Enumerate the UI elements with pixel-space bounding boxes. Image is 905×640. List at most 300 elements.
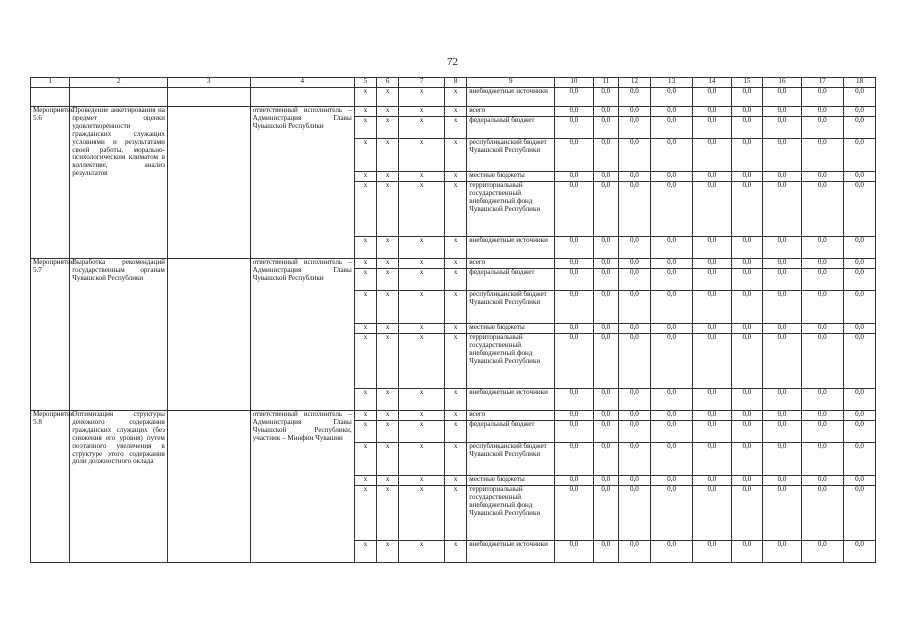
value-cell: 0,0	[844, 172, 876, 182]
value-cell: 0,0	[693, 172, 731, 182]
x-marker: x	[444, 88, 466, 107]
value-cell: 0,0	[731, 291, 763, 324]
value-cell: 0,0	[731, 139, 763, 172]
value-cell: 0,0	[801, 421, 843, 443]
value-cell: 0,0	[555, 139, 593, 172]
x-marker: x	[399, 291, 445, 324]
value-cell: 0,0	[801, 107, 843, 117]
value-cell: 0,0	[844, 88, 876, 107]
value-cell: 0,0	[555, 541, 593, 563]
x-marker: x	[377, 237, 399, 259]
x-marker: x	[444, 443, 466, 476]
column-number-17: 17	[801, 78, 843, 88]
funding-source: всего	[467, 259, 555, 269]
x-marker: x	[399, 107, 445, 117]
empty-cell	[31, 88, 70, 107]
x-marker: x	[377, 107, 399, 117]
value-cell: 0,0	[763, 117, 801, 139]
x-marker: x	[354, 117, 376, 139]
value-cell: 0,0	[801, 486, 843, 541]
x-marker: x	[399, 476, 445, 486]
value-cell: 0,0	[763, 411, 801, 421]
value-cell: 0,0	[555, 421, 593, 443]
value-cell: 0,0	[555, 182, 593, 237]
x-marker: x	[444, 486, 466, 541]
funding-source: федеральный бюджет	[467, 117, 555, 139]
x-marker: x	[377, 486, 399, 541]
value-cell: 0,0	[619, 476, 651, 486]
value-cell: 0,0	[593, 237, 618, 259]
measure-executor: ответственный исполнитель – Администрация Главы Чувашской Республики, участник – Минфин Чувашии	[250, 411, 354, 563]
x-marker: x	[377, 541, 399, 563]
x-marker: x	[354, 476, 376, 486]
x-marker: x	[399, 88, 445, 107]
funding-source: республиканский бюджет Чувашской Республики	[467, 443, 555, 476]
table-row	[31, 88, 876, 107]
value-cell: 0,0	[844, 291, 876, 324]
value-cell: 0,0	[763, 139, 801, 172]
value-cell: 0,0	[593, 117, 618, 139]
value-cell: 0,0	[555, 269, 593, 291]
value-cell: 0,0	[555, 291, 593, 324]
x-marker: x	[444, 259, 466, 269]
value-cell: 0,0	[693, 88, 731, 107]
value-cell: 0,0	[619, 269, 651, 291]
funding-source: внебюджетные источники	[467, 389, 555, 411]
value-cell: 0,0	[763, 334, 801, 389]
value-cell: 0,0	[693, 237, 731, 259]
value-cell: 0,0	[555, 107, 593, 117]
x-marker: x	[354, 291, 376, 324]
value-cell: 0,0	[555, 476, 593, 486]
x-marker: x	[377, 269, 399, 291]
value-cell: 0,0	[763, 389, 801, 411]
value-cell: 0,0	[650, 182, 692, 237]
x-marker: x	[377, 172, 399, 182]
x-marker: x	[354, 182, 376, 237]
x-marker: x	[399, 139, 445, 172]
value-cell: 0,0	[731, 324, 763, 334]
x-marker: x	[399, 259, 445, 269]
column-number-11: 11	[593, 78, 618, 88]
column-number-2: 2	[70, 78, 168, 88]
column-number-7: 7	[399, 78, 445, 88]
value-cell: 0,0	[731, 389, 763, 411]
value-cell: 0,0	[731, 237, 763, 259]
value-cell: 0,0	[593, 139, 618, 172]
value-cell: 0,0	[693, 476, 731, 486]
value-cell: 0,0	[619, 107, 651, 117]
value-cell: 0,0	[619, 334, 651, 389]
value-cell: 0,0	[731, 541, 763, 563]
value-cell: 0,0	[731, 411, 763, 421]
x-marker: x	[377, 88, 399, 107]
value-cell: 0,0	[650, 117, 692, 139]
value-cell: 0,0	[650, 291, 692, 324]
value-cell: 0,0	[731, 259, 763, 269]
value-cell: 0,0	[844, 107, 876, 117]
value-cell: 0,0	[619, 541, 651, 563]
value-cell: 0,0	[555, 324, 593, 334]
funding-source: всего	[467, 411, 555, 421]
x-marker: x	[354, 107, 376, 117]
value-cell: 0,0	[555, 389, 593, 411]
value-cell: 0,0	[763, 324, 801, 334]
value-cell: 0,0	[801, 269, 843, 291]
x-marker: x	[354, 389, 376, 411]
x-marker: x	[399, 117, 445, 139]
value-cell: 0,0	[555, 334, 593, 389]
empty-cell	[167, 411, 250, 563]
value-cell: 0,0	[844, 237, 876, 259]
x-marker: x	[354, 486, 376, 541]
value-cell: 0,0	[619, 259, 651, 269]
value-cell: 0,0	[650, 269, 692, 291]
value-cell: 0,0	[801, 182, 843, 237]
value-cell: 0,0	[650, 88, 692, 107]
value-cell: 0,0	[693, 324, 731, 334]
value-cell: 0,0	[693, 443, 731, 476]
value-cell: 0,0	[619, 182, 651, 237]
budget-table	[30, 77, 876, 563]
value-cell: 0,0	[555, 443, 593, 476]
value-cell: 0,0	[801, 334, 843, 389]
value-cell: 0,0	[731, 476, 763, 486]
value-cell: 0,0	[619, 172, 651, 182]
x-marker: x	[444, 139, 466, 172]
column-number-16: 16	[763, 78, 801, 88]
value-cell: 0,0	[763, 172, 801, 182]
value-cell: 0,0	[650, 259, 692, 269]
x-marker: x	[377, 324, 399, 334]
value-cell: 0,0	[763, 237, 801, 259]
x-marker: x	[377, 259, 399, 269]
funding-source: республиканский бюджет Чувашской Республики	[467, 291, 555, 324]
value-cell: 0,0	[593, 486, 618, 541]
value-cell: 0,0	[731, 334, 763, 389]
x-marker: x	[444, 541, 466, 563]
value-cell: 0,0	[731, 107, 763, 117]
value-cell: 0,0	[763, 107, 801, 117]
value-cell: 0,0	[650, 486, 692, 541]
funding-source: всего	[467, 107, 555, 117]
funding-source: местные бюджеты	[467, 172, 555, 182]
value-cell: 0,0	[731, 172, 763, 182]
column-number-9: 9	[467, 78, 555, 88]
x-marker: x	[399, 182, 445, 237]
measure-label: Мероприятие 5.7	[31, 259, 70, 411]
value-cell: 0,0	[763, 182, 801, 237]
value-cell: 0,0	[555, 237, 593, 259]
x-marker: x	[377, 291, 399, 324]
value-cell: 0,0	[801, 476, 843, 486]
value-cell: 0,0	[619, 443, 651, 476]
value-cell: 0,0	[731, 421, 763, 443]
x-marker: x	[444, 411, 466, 421]
x-marker: x	[444, 269, 466, 291]
empty-cell	[250, 88, 354, 107]
x-marker: x	[377, 389, 399, 411]
value-cell: 0,0	[650, 443, 692, 476]
funding-source: территориальный государственный внебюджетный фонд Чувашской Республики	[467, 486, 555, 541]
x-marker: x	[444, 334, 466, 389]
value-cell: 0,0	[763, 421, 801, 443]
value-cell: 0,0	[650, 389, 692, 411]
x-marker: x	[354, 237, 376, 259]
value-cell: 0,0	[650, 334, 692, 389]
value-cell: 0,0	[763, 269, 801, 291]
value-cell: 0,0	[593, 88, 618, 107]
value-cell: 0,0	[555, 486, 593, 541]
measure-description: Выработка рекомендаций государственным органам Чувашской Республики	[70, 259, 168, 411]
value-cell: 0,0	[593, 389, 618, 411]
value-cell: 0,0	[844, 476, 876, 486]
value-cell: 0,0	[555, 117, 593, 139]
x-marker: x	[377, 139, 399, 172]
column-number-row	[31, 78, 876, 88]
value-cell: 0,0	[693, 389, 731, 411]
value-cell: 0,0	[593, 421, 618, 443]
value-cell: 0,0	[555, 88, 593, 107]
measure-label: Мероприятие 5.8	[31, 411, 70, 563]
x-marker: x	[399, 421, 445, 443]
value-cell: 0,0	[619, 389, 651, 411]
value-cell: 0,0	[844, 389, 876, 411]
x-marker: x	[354, 411, 376, 421]
x-marker: x	[399, 486, 445, 541]
value-cell: 0,0	[619, 237, 651, 259]
x-marker: x	[444, 421, 466, 443]
column-number-4: 4	[250, 78, 354, 88]
value-cell: 0,0	[801, 259, 843, 269]
value-cell: 0,0	[801, 324, 843, 334]
measure-description: Проведение анкетирования на предмет оценки удовлетворенности гражданских служащих условиями и результатами своей работы, морально-психологическим климатом в коллективе, анализ результатов	[70, 107, 168, 259]
value-cell: 0,0	[693, 269, 731, 291]
x-marker: x	[377, 421, 399, 443]
x-marker: x	[399, 541, 445, 563]
x-marker: x	[354, 139, 376, 172]
x-marker: x	[354, 88, 376, 107]
x-marker: x	[354, 269, 376, 291]
value-cell: 0,0	[693, 541, 731, 563]
value-cell: 0,0	[763, 291, 801, 324]
value-cell: 0,0	[844, 443, 876, 476]
x-marker: x	[399, 237, 445, 259]
value-cell: 0,0	[763, 476, 801, 486]
value-cell: 0,0	[731, 443, 763, 476]
value-cell: 0,0	[844, 139, 876, 172]
value-cell: 0,0	[763, 88, 801, 107]
value-cell: 0,0	[844, 541, 876, 563]
value-cell: 0,0	[801, 291, 843, 324]
x-marker: x	[444, 107, 466, 117]
value-cell: 0,0	[693, 486, 731, 541]
value-cell: 0,0	[844, 117, 876, 139]
value-cell: 0,0	[693, 107, 731, 117]
value-cell: 0,0	[731, 182, 763, 237]
x-marker: x	[354, 259, 376, 269]
value-cell: 0,0	[593, 182, 618, 237]
value-cell: 0,0	[844, 421, 876, 443]
value-cell: 0,0	[650, 476, 692, 486]
value-cell: 0,0	[650, 324, 692, 334]
value-cell: 0,0	[801, 88, 843, 107]
value-cell: 0,0	[731, 117, 763, 139]
value-cell: 0,0	[731, 486, 763, 541]
column-number-13: 13	[650, 78, 692, 88]
x-marker: x	[444, 172, 466, 182]
x-marker: x	[354, 421, 376, 443]
funding-source: территориальный государственный внебюджетный фонд Чувашской Республики	[467, 334, 555, 389]
funding-source: внебюджетные источники	[467, 237, 555, 259]
x-marker: x	[444, 389, 466, 411]
funding-source: федеральный бюджет	[467, 269, 555, 291]
value-cell: 0,0	[619, 88, 651, 107]
x-marker: x	[377, 443, 399, 476]
x-marker: x	[377, 334, 399, 389]
column-number-12: 12	[619, 78, 651, 88]
value-cell: 0,0	[650, 172, 692, 182]
x-marker: x	[444, 237, 466, 259]
x-marker: x	[377, 411, 399, 421]
x-marker: x	[444, 182, 466, 237]
table-row	[31, 107, 876, 117]
measure-executor: ответственный исполнитель – Администрация Главы Чувашской Республики	[250, 259, 354, 411]
column-number-14: 14	[693, 78, 731, 88]
value-cell: 0,0	[801, 237, 843, 259]
column-number-8: 8	[444, 78, 466, 88]
value-cell: 0,0	[593, 107, 618, 117]
page-number: 72	[447, 56, 458, 68]
value-cell: 0,0	[593, 324, 618, 334]
measure-label: Мероприятие 5.6	[31, 107, 70, 259]
column-number-6: 6	[377, 78, 399, 88]
value-cell: 0,0	[593, 291, 618, 324]
value-cell: 0,0	[844, 324, 876, 334]
funding-source: республиканский бюджет Чувашской Республики	[467, 139, 555, 172]
x-marker: x	[354, 541, 376, 563]
x-marker: x	[377, 182, 399, 237]
x-marker: x	[399, 334, 445, 389]
table-row	[31, 411, 876, 421]
value-cell: 0,0	[650, 107, 692, 117]
value-cell: 0,0	[801, 443, 843, 476]
funding-source: внебюджетные источники	[467, 88, 555, 107]
x-marker: x	[399, 443, 445, 476]
value-cell: 0,0	[693, 421, 731, 443]
value-cell: 0,0	[593, 476, 618, 486]
column-number-5: 5	[354, 78, 376, 88]
value-cell: 0,0	[619, 486, 651, 541]
value-cell: 0,0	[619, 139, 651, 172]
column-number-15: 15	[731, 78, 763, 88]
value-cell: 0,0	[619, 117, 651, 139]
value-cell: 0,0	[844, 334, 876, 389]
value-cell: 0,0	[619, 421, 651, 443]
x-marker: x	[377, 117, 399, 139]
value-cell: 0,0	[555, 411, 593, 421]
value-cell: 0,0	[693, 139, 731, 172]
value-cell: 0,0	[693, 291, 731, 324]
x-marker: x	[354, 334, 376, 389]
value-cell: 0,0	[593, 443, 618, 476]
x-marker: x	[354, 443, 376, 476]
column-number-3: 3	[167, 78, 250, 88]
value-cell: 0,0	[619, 291, 651, 324]
x-marker: x	[399, 269, 445, 291]
measure-executor: ответственный исполнитель – Администрация Главы Чувашской Республики	[250, 107, 354, 259]
value-cell: 0,0	[801, 117, 843, 139]
empty-cell	[167, 107, 250, 259]
value-cell: 0,0	[650, 541, 692, 563]
value-cell: 0,0	[693, 334, 731, 389]
column-number-10: 10	[555, 78, 593, 88]
column-number-1: 1	[31, 78, 70, 88]
value-cell: 0,0	[619, 411, 651, 421]
value-cell: 0,0	[801, 139, 843, 172]
empty-cell	[167, 88, 250, 107]
value-cell: 0,0	[844, 182, 876, 237]
value-cell: 0,0	[593, 172, 618, 182]
value-cell: 0,0	[593, 269, 618, 291]
empty-cell	[167, 259, 250, 411]
value-cell: 0,0	[555, 259, 593, 269]
table-body	[31, 78, 876, 563]
x-marker: x	[444, 324, 466, 334]
value-cell: 0,0	[801, 389, 843, 411]
value-cell: 0,0	[650, 139, 692, 172]
funding-source: внебюджетные источники	[467, 541, 555, 563]
column-number-18: 18	[844, 78, 876, 88]
value-cell: 0,0	[844, 486, 876, 541]
table-row	[31, 259, 876, 269]
value-cell: 0,0	[844, 259, 876, 269]
value-cell: 0,0	[593, 334, 618, 389]
funding-source: местные бюджеты	[467, 476, 555, 486]
value-cell: 0,0	[693, 117, 731, 139]
x-marker: x	[399, 172, 445, 182]
x-marker: x	[444, 117, 466, 139]
value-cell: 0,0	[844, 411, 876, 421]
value-cell: 0,0	[555, 172, 593, 182]
value-cell: 0,0	[650, 411, 692, 421]
x-marker: x	[377, 476, 399, 486]
value-cell: 0,0	[593, 541, 618, 563]
value-cell: 0,0	[619, 324, 651, 334]
x-marker: x	[444, 291, 466, 324]
funding-source: территориальный государственный внебюджетный фонд Чувашской Республики	[467, 182, 555, 237]
x-marker: x	[399, 411, 445, 421]
value-cell: 0,0	[693, 259, 731, 269]
value-cell: 0,0	[693, 182, 731, 237]
value-cell: 0,0	[763, 486, 801, 541]
value-cell: 0,0	[801, 411, 843, 421]
value-cell: 0,0	[593, 411, 618, 421]
value-cell: 0,0	[650, 237, 692, 259]
value-cell: 0,0	[763, 541, 801, 563]
x-marker: x	[399, 324, 445, 334]
x-marker: x	[354, 172, 376, 182]
value-cell: 0,0	[763, 443, 801, 476]
value-cell: 0,0	[801, 172, 843, 182]
x-marker: x	[399, 389, 445, 411]
x-marker: x	[444, 476, 466, 486]
value-cell: 0,0	[731, 88, 763, 107]
value-cell: 0,0	[593, 259, 618, 269]
x-marker: x	[354, 324, 376, 334]
empty-cell	[70, 88, 168, 107]
value-cell: 0,0	[650, 421, 692, 443]
